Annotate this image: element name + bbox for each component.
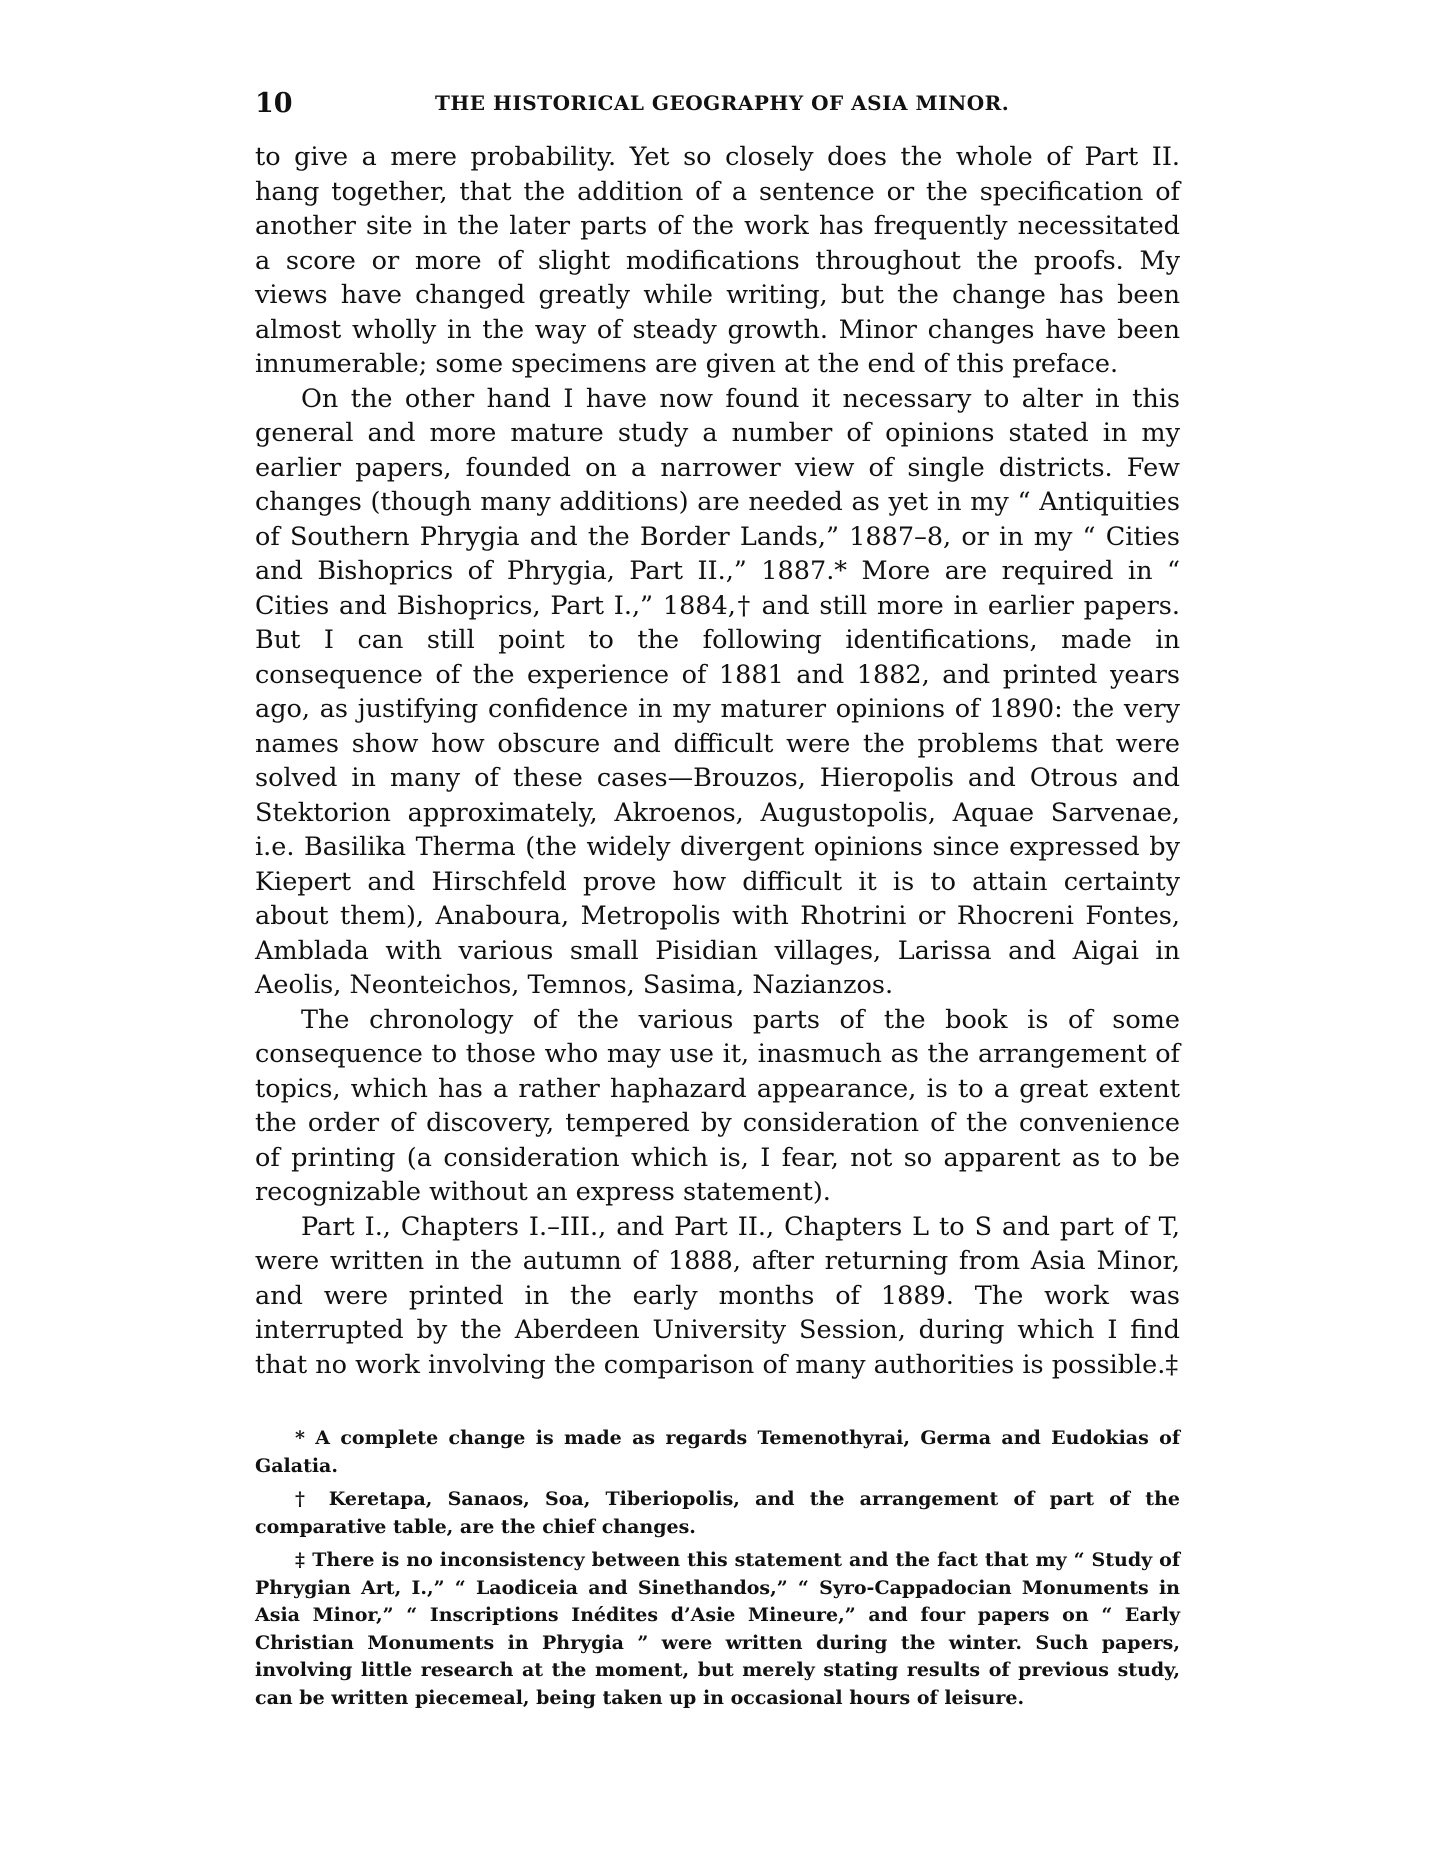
- paragraph: The chronology of the various parts of the book is of some consequence to those who may use it, inasmuch as the arrangement of topics, which has a rather haphazard appearance, is to a great extent the order of discovery, tempered by consideration of the convenience of printing (a consideration which is, I fear, not so apparent as to be recognizable without an express statement).: [255, 1004, 1180, 1207]
- paragraph: Part I., Chapters I.–III., and Part II., Chapters L to S and part of T, were written in the autumn of 1888, after returning from Asia Minor, and were printed in the early months of 1889. The work was interrupted by the Aberdeen University Session, during which I find that no work involving the comparison of many authorities is possible.‡: [255, 1211, 1180, 1380]
- footnote-double-dagger: ‡ There is no inconsistency between this statement and the fact that my “ Study of Phrygian Art, I.,” “ Laodiceia and Sinethandos,” “ Syro-Cappadocian Monuments in Asia Minor,” “ Inscriptions Inédites d’Asie Mineure,” and four papers on “ Early Christian Monuments in Phrygia ” were written during the winter. Such papers, involving little research at the moment, but merely stating results of previous study, can be written piecemeal, being taken up in occasional hours of leisure.: [255, 1549, 1180, 1709]
- footnote-dagger: † Keretapa, Sanaos, Soa, Tiberiopolis, and the arrangement of part of the comparative table, are the chief changes.: [255, 1488, 1180, 1538]
- running-head: THE HISTORICAL GEOGRAPHY OF ASIA MINOR.: [435, 91, 1010, 115]
- paragraph: On the other hand I have now found it necessary to alter in this general and more mature study a number of opinions stated in my earlier papers, founded on a narrower view of single districts. Few changes (though many additions) are needed as yet in my “ Antiquities of Southern Phrygia and the Border Lands,” 1887–8, or in my “ Cities and Bishoprics of Phrygia, Part II.,” 1887.* More are required in “ Cities and Bishoprics, Part I.,” 1884,† and still more in earlier papers. But I can still point to the following identifications, made in consequence of the experience of 1881 and 1882, and printed years ago, as justifying confidence in my maturer opinions of 1890: the very names show how obscure and difficult were the problems that were solved in many of these cases—Brouzos, Hieropolis and Otrous and Stektorion approximately, Akroenos, Augustopolis, Aquae Sarvenae, i.e. Basilika Therma (the widely divergent opinions since expressed by Kiepert and Hirschfeld prove how difficult it is to attain certainty about them), Anaboura, Metropolis with Rhotrini or Rhocreni Fontes, Amblada with various small Pisidian villages, Larissa and Aigai in Aeolis, Neonteichos, Temnos, Sasima, Nazianzos.: [255, 383, 1180, 1000]
- page-header: [255, 88, 1185, 128]
- paragraph-continued: to give a mere probability. Yet so closely does the whole of Part II. hang together, that the addition of a sentence or the specification of another site in the later parts of the work has frequently necessitated a score or more of slight modifications throughout the proofs. My views have changed greatly while writing, but the change has been almost wholly in the way of steady growth. Minor changes have been innumerable; some specimens are given at the end of this preface.: [255, 142, 1180, 379]
- footnotes: [255, 1425, 1180, 1718]
- page-number: 10: [255, 88, 293, 119]
- body-text: [255, 140, 1180, 1382]
- footnote-asterisk: * A complete change is made as regards Temenothyrai, Germa and Eudokias of Galatia.: [255, 1427, 1180, 1477]
